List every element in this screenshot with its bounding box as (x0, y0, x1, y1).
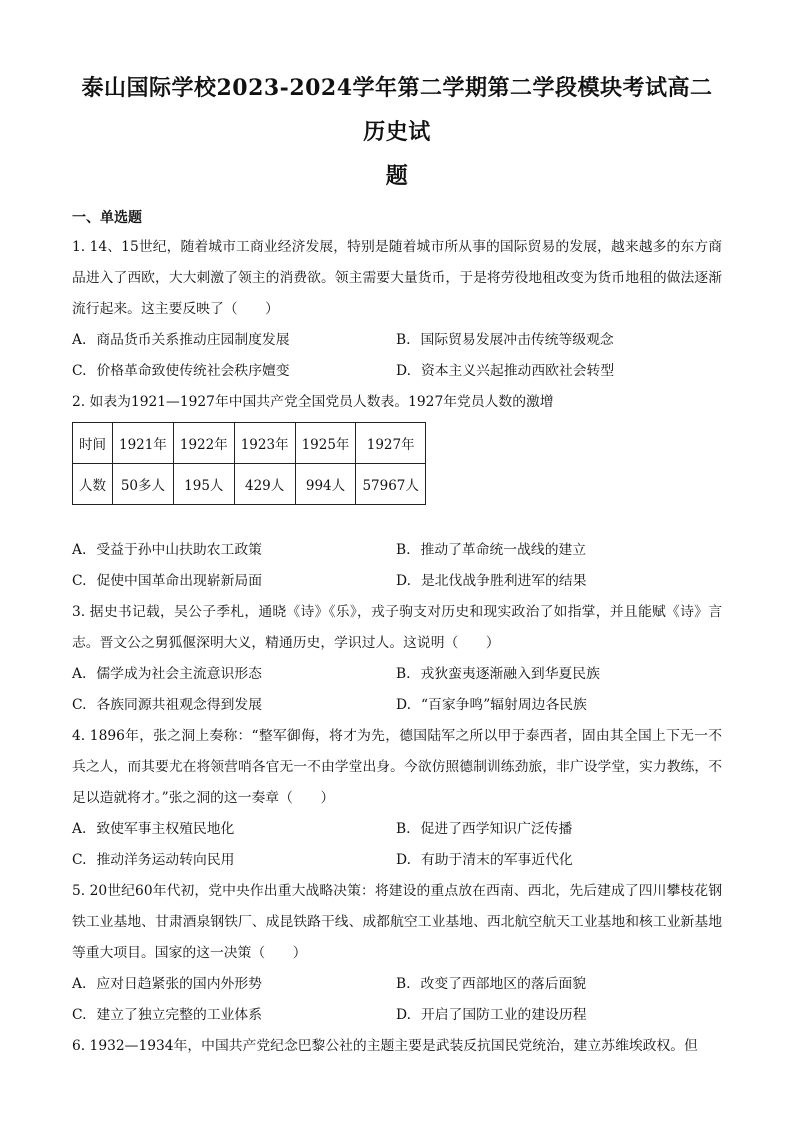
question-4-option-c[interactable]: C. 推动洋务运动转向民用 (72, 852, 235, 868)
question-6 (72, 1031, 722, 1062)
question-1-option-b[interactable]: B. 国际贸易发展冲击传统等级观念 (396, 332, 614, 348)
table-cell: 50多人 (113, 464, 174, 505)
table-cell: 994人 (295, 464, 356, 505)
question-5-option-b[interactable]: B. 改变了西部地区的落后面貌 (396, 976, 587, 992)
section-heading: 一、单选题 (72, 210, 142, 226)
question-1-option-a[interactable]: A. 商品货币关系推动庄园制度发展 (72, 332, 290, 348)
question-4-option-b[interactable]: B. 促进了西学知识广泛传播 (396, 821, 573, 837)
question-5-option-d[interactable]: D. 开启了国防工业的建设历程 (396, 1007, 587, 1023)
question-3-option-d[interactable]: D. “百家争鸣”辐射周边各民族 (396, 697, 587, 713)
question-2-option-d[interactable]: D. 是北伐战争胜利进军的结果 (396, 573, 587, 589)
table-cell: 时间 (73, 423, 113, 464)
question-3-option-b[interactable]: B. 戎狄蛮夷逐渐融入到华夏民族 (396, 666, 600, 682)
party-members-table (72, 422, 426, 505)
table-cell: 57967人 (356, 464, 425, 505)
table-cell: 195人 (173, 464, 234, 505)
table-cell: 1925年 (295, 423, 356, 464)
table-cell: 1922年 (173, 423, 234, 464)
exam-title-line1: 泰山国际学校2023-2024学年第二学期第二学段模块考试高二历史试 (81, 75, 713, 145)
question-1-stem: 1. 14、15世纪，随着城市工商业经济发展，特别是随着城市所从事的国际贸易的发展，越来越多的东方商品进入了西欧，大大刺激了领主的消费欲。领主需要大量货币，于是将劳役地租改变为货币地租的做法逐渐流行起来。这主要反映了（ ） (72, 239, 722, 317)
question-2-stem: 2. 如表为1921—1927年中国共产党全国党员人数表。1927年党员人数的激增 (72, 394, 554, 410)
table-row-year (73, 423, 426, 464)
question-1-option-d[interactable]: D. 资本主义兴起推动西欧社会转型 (396, 363, 615, 379)
question-2 (72, 387, 722, 597)
table-cell: 429人 (234, 464, 295, 505)
question-3-option-c[interactable]: C. 各族同源共祖观念得到发展 (72, 697, 263, 713)
question-6-stem: 6. 1932—1934年，中国共产党纪念巴黎公社的主题主要是武装反抗国民党统治，建立苏维埃政权。但 (72, 1038, 698, 1054)
question-4-option-d[interactable]: D. 有助于清末的军事近代化 (396, 852, 573, 868)
question-5-options (72, 969, 722, 1031)
table-cell: 1921年 (113, 423, 174, 464)
question-3-options (72, 659, 722, 721)
question-5-option-a[interactable]: A. 应对日趋紧张的国内外形势 (72, 976, 262, 992)
question-5 (72, 876, 722, 1031)
question-5-option-c[interactable]: C. 建立了独立完整的工业体系 (72, 1007, 263, 1023)
table-row-count (73, 464, 426, 505)
table-cell: 1923年 (234, 423, 295, 464)
question-5-stem: 5. 20世纪60年代初，党中央作出重大战略决策：将建设的重点放在西南、西北，先后建成了四川攀枝花钢铁工业基地、甘肃酒泉钢铁厂、成昆铁路干线、成都航空工业基地、西北航空航天工业基地和核工业新基地等重大项目。国家的这一决策（ ） (72, 883, 722, 961)
question-4 (72, 721, 722, 876)
question-2-option-b[interactable]: B. 推动了革命统一战线的建立 (396, 542, 587, 558)
exam-title (72, 66, 722, 198)
question-3 (72, 597, 722, 721)
question-1-option-c[interactable]: C. 价格革命致使传统社会秩序嬗变 (72, 363, 290, 379)
table-cell: 人数 (73, 464, 113, 505)
question-4-option-a[interactable]: A. 致使军事主权殖民地化 (72, 821, 235, 837)
question-3-option-a[interactable]: A. 儒学成为社会主流意识形态 (72, 666, 262, 682)
question-1 (72, 232, 722, 387)
question-4-stem: 4. 1896年，张之洞上奏称：“整军御侮，将才为先，德国陆军之所以甲于泰西者，固由其全国上下无一不兵之人，而其要尤在将领营哨各官无一不由学堂出身。今欲仿照德制训练劲旅，非广设学堂，实力教练，不足以造就将才。”张之洞的这一奏章（ ） (72, 728, 722, 806)
question-2-option-a[interactable]: A. 受益于孙中山扶助农工政策 (72, 542, 262, 558)
table-cell: 1927年 (356, 423, 425, 464)
question-4-options (72, 814, 722, 876)
question-1-options (72, 325, 722, 387)
question-3-stem: 3. 据史书记载，吴公子季札，通晓《诗》《乐》，戎子驹支对历史和现实政治了如指掌，并且能赋《诗》言志。晋文公之舅狐偃深明大义，精通历史，学识过人。这说明（ ） (72, 604, 722, 651)
exam-title-line2: 题 (385, 163, 409, 189)
question-2-options (72, 535, 722, 597)
question-2-option-c[interactable]: C. 促使中国革命出现崭新局面 (72, 573, 263, 589)
